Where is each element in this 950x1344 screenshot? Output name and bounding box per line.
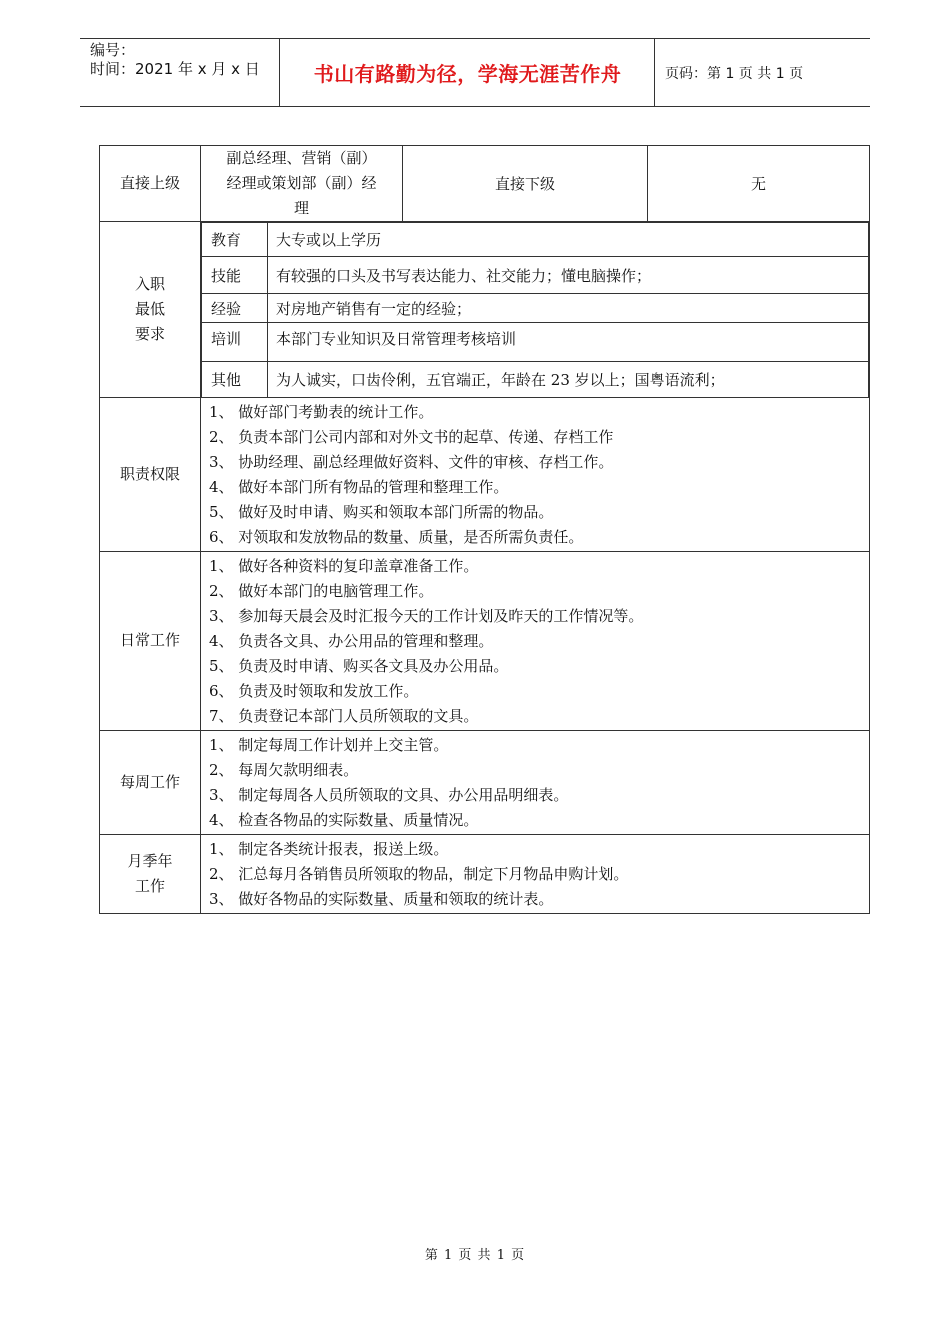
header-page-number: 页码：第 1 页 共 1 页: [665, 65, 804, 82]
superior-label: 直接上级: [100, 146, 201, 222]
requirements-label-line: 最低: [134, 299, 165, 318]
requirement-row: [202, 323, 869, 362]
duties-list: [201, 398, 869, 551]
requirements-cell: [201, 222, 870, 398]
requirement-row: [202, 362, 869, 397]
list-item: 3、 制定每周各人员所领取的文具、办公用品明细表。: [209, 785, 569, 804]
weekly-work-label: 每周工作: [100, 730, 201, 834]
list-item: 2、 做好本部门的电脑管理工作。: [209, 581, 434, 600]
requirement-key: 其他: [202, 362, 268, 397]
list-item: 4、 检查各物品的实际数量、质量情况。: [209, 810, 479, 829]
list-item: 5、 负责及时申请、购买各文具及办公用品。: [209, 656, 509, 675]
list-item: 5、 做好及时申请、购买和领取本部门所需的物品。: [209, 502, 554, 521]
list-item: 3、 协助经理、副总经理做好资料、文件的审核、存档工作。: [209, 452, 614, 471]
daily-work-label: 日常工作: [100, 551, 201, 730]
superior-value-line: 理: [293, 199, 309, 217]
list-item: 4、 负责各文具、办公用品的管理和整理。: [209, 631, 494, 650]
requirements-label-line: 要求: [134, 324, 165, 343]
list-item: 4、 做好本部门所有物品的管理和整理工作。: [209, 477, 509, 496]
requirement-value: 大专或以上学历: [268, 223, 869, 257]
duties-row: [100, 397, 870, 551]
requirement-row: [202, 294, 869, 323]
superior-value-line: 副总经理、营销（副）: [226, 149, 377, 167]
periodic-work-cell: [201, 834, 870, 913]
daily-work-cell: [201, 551, 870, 730]
requirements-row: [100, 222, 870, 398]
daily-work-list: [201, 552, 869, 730]
requirements-label: [100, 222, 201, 398]
requirement-value: 对房地产销售有一定的经验；: [268, 294, 869, 323]
superior-row: [100, 146, 870, 222]
page-header: [80, 38, 870, 107]
subordinate-value: 无: [648, 146, 870, 222]
duties-cell: [201, 397, 870, 551]
superior-value: [201, 146, 403, 222]
periodic-label-line: 月季年: [127, 851, 173, 870]
periodic-label-line: 工作: [134, 876, 165, 895]
list-item: 1、 做好各种资料的复印盖章准备工作。: [209, 556, 479, 575]
duties-label: 职责权限: [100, 397, 201, 551]
periodic-work-row: [100, 834, 870, 913]
requirement-row: [202, 257, 869, 294]
document-number: 编号：: [90, 41, 136, 59]
requirement-key: 经验: [202, 294, 268, 323]
weekly-work-cell: [201, 730, 870, 834]
subordinate-label: 直接下级: [403, 146, 648, 222]
list-item: 6、 负责及时领取和发放工作。: [209, 681, 419, 700]
list-item: 7、 负责登记本部门人员所领取的文具。: [209, 706, 479, 725]
list-item: 1、 制定各类统计报表，报送上级。: [209, 839, 449, 858]
list-item: 2、 每周欠款明细表。: [209, 760, 359, 779]
requirement-value: 为人诚实，口齿伶俐，五官端正，年龄在 23 岁以上；国粤语流利；: [268, 362, 869, 397]
header-meta: [80, 39, 280, 106]
requirement-key: 培训: [202, 323, 268, 362]
list-item: 3、 做好各物品的实际数量、质量和领取的统计表。: [209, 889, 554, 908]
weekly-work-row: [100, 730, 870, 834]
periodic-work-list: [201, 835, 869, 913]
list-item: 2、 负责本部门公司内部和对外文书的起草、传递、存档工作: [209, 427, 614, 446]
daily-work-row: [100, 551, 870, 730]
requirement-row: [202, 223, 869, 257]
page-footer: 第 1 页 共 1 页: [424, 1248, 526, 1263]
periodic-work-label: [100, 834, 201, 913]
list-item: 2、 汇总每月各销售员所领取的物品，制定下月物品申购计划。: [209, 864, 629, 883]
list-item: 3、 参加每天晨会及时汇报今天的工作计划及昨天的工作情况等。: [209, 606, 644, 625]
job-description-table: [99, 145, 870, 914]
list-item: 1、 做好部门考勤表的统计工作。: [209, 402, 434, 421]
list-item: 6、 对领取和发放物品的数量、质量，是否所需负责任。: [209, 527, 584, 546]
requirement-key: 教育: [202, 223, 268, 257]
requirement-key: 技能: [202, 257, 268, 294]
list-item: 1、 制定每周工作计划并上交主管。: [209, 735, 449, 754]
superior-value-line: 经理或策划部（副）经: [226, 174, 377, 192]
requirements-subtable: [201, 222, 869, 397]
requirement-value: 有较强的口头及书写表达能力、社交能力；懂电脑操作；: [268, 257, 869, 294]
header-motto: 书山有路勤为径，学海无涯苦作舟: [281, 39, 655, 106]
requirement-value: 本部门专业知识及日常管理考核培训: [268, 323, 869, 362]
requirements-label-line: 入职: [134, 274, 165, 293]
document-date: 时间：2021 年 x 月 x 日: [90, 60, 260, 78]
weekly-work-list: [201, 731, 869, 834]
